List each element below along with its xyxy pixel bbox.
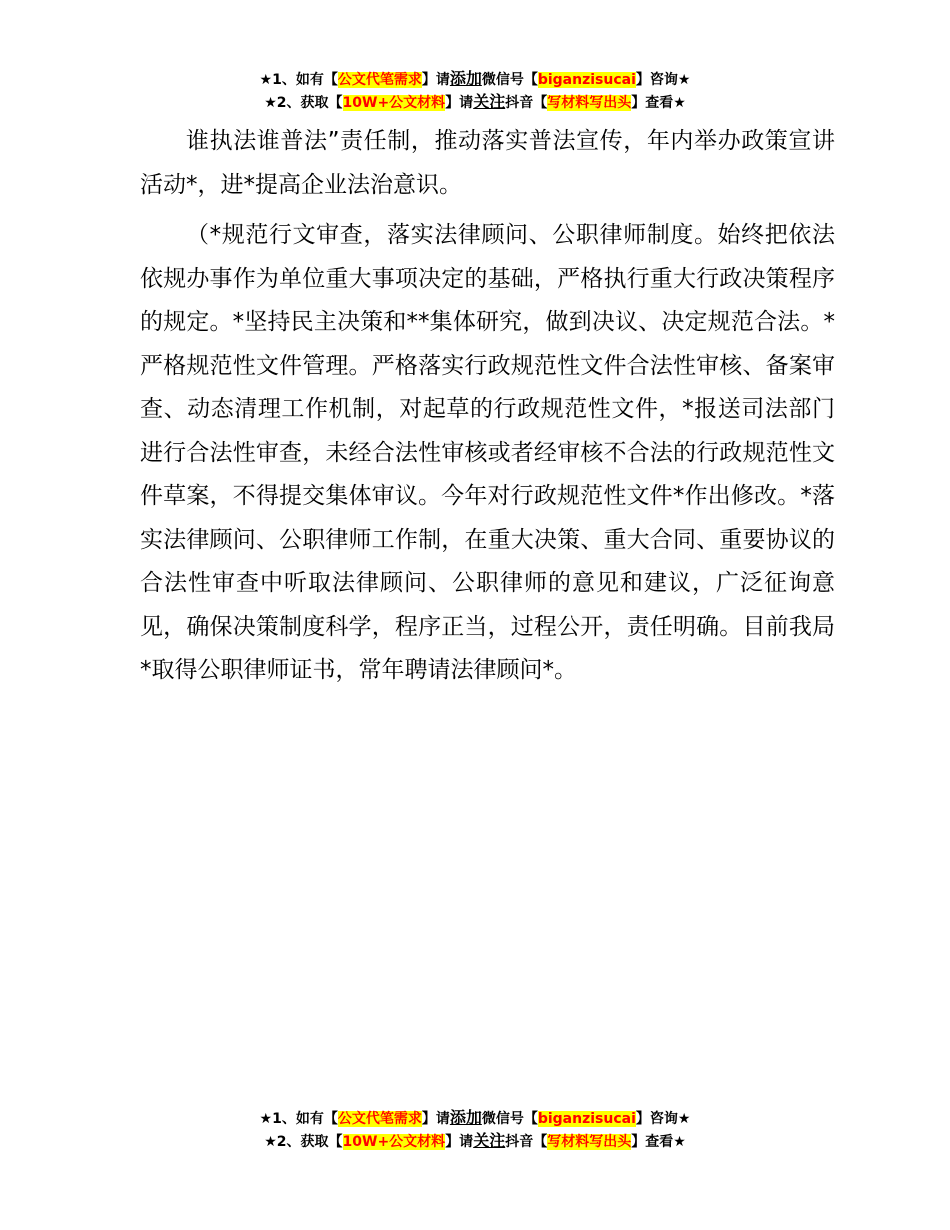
highlight-materials: 10W+公文材料 bbox=[342, 95, 446, 111]
underline-add: 添加 bbox=[449, 69, 482, 88]
header-banner bbox=[0, 68, 950, 114]
banner-line-1: ★1、如有【公文代笔需求】请添加微信号【biganzisucai】咨询★ bbox=[259, 1108, 691, 1127]
banner-line-1: ★1、如有【公文代笔需求】请添加微信号【biganzisucai】咨询★ bbox=[259, 69, 691, 88]
underline-add: 添加 bbox=[449, 1108, 482, 1127]
body-paragraph-2: （*规范行文审查，落实法律顾问、公职律师制度。始终把依法依规办事作为单位重大事项决定的基础，严格执行重大行政决策程序的规定。*坚持民主决策和**集体研究，做到决议、决定规范合法。*严格规范性文件管理。严格落实行政规范性文件合法性审核、备案审查、动态清理工作机制，对起草的行政规范性文件，*报送司法部门进行合法性审查，未经合法性审核或者经审核不合法的行政规范性文件草案，不得提交集体审议。今年对行政规范性文件*作出修改。*落实法律顾问、公职律师工作制，在重大决策、重大合同、重要协议的合法性审查中听取法律顾问、公职律师的意见和建议，广泛征询意见，确保决策制度科学，程序正当，过程公开，责任明确。目前我局*取得公职律师证书，常年聘请法律顾问*。 bbox=[140, 222, 835, 683]
underline-follow: 关注 bbox=[473, 92, 506, 111]
banner-line-2: ★2、获取【10W+公文材料】请关注抖音【写材料写出头】查看★ bbox=[264, 92, 686, 111]
highlight-wechat-id: biganzisucai bbox=[537, 72, 636, 88]
highlight-douyin-account: 写材料写出头 bbox=[547, 95, 632, 111]
highlight-service: 公文代笔需求 bbox=[337, 72, 422, 88]
banner-line-2: ★2、获取【10W+公文材料】请关注抖音【写材料写出头】查看★ bbox=[264, 1131, 686, 1150]
underline-follow: 关注 bbox=[473, 1131, 506, 1150]
highlight-wechat-id: biganzisucai bbox=[537, 1111, 636, 1127]
document-body bbox=[140, 120, 835, 693]
body-paragraph-1: 谁执法谁普法”责任制，推动落实普法宣传，年内举办政策宣讲活动*，进*提高企业法治意识。 bbox=[140, 128, 835, 198]
footer-banner bbox=[0, 1107, 950, 1153]
highlight-service: 公文代笔需求 bbox=[337, 1111, 422, 1127]
highlight-materials: 10W+公文材料 bbox=[342, 1134, 446, 1150]
highlight-douyin-account: 写材料写出头 bbox=[547, 1134, 632, 1150]
